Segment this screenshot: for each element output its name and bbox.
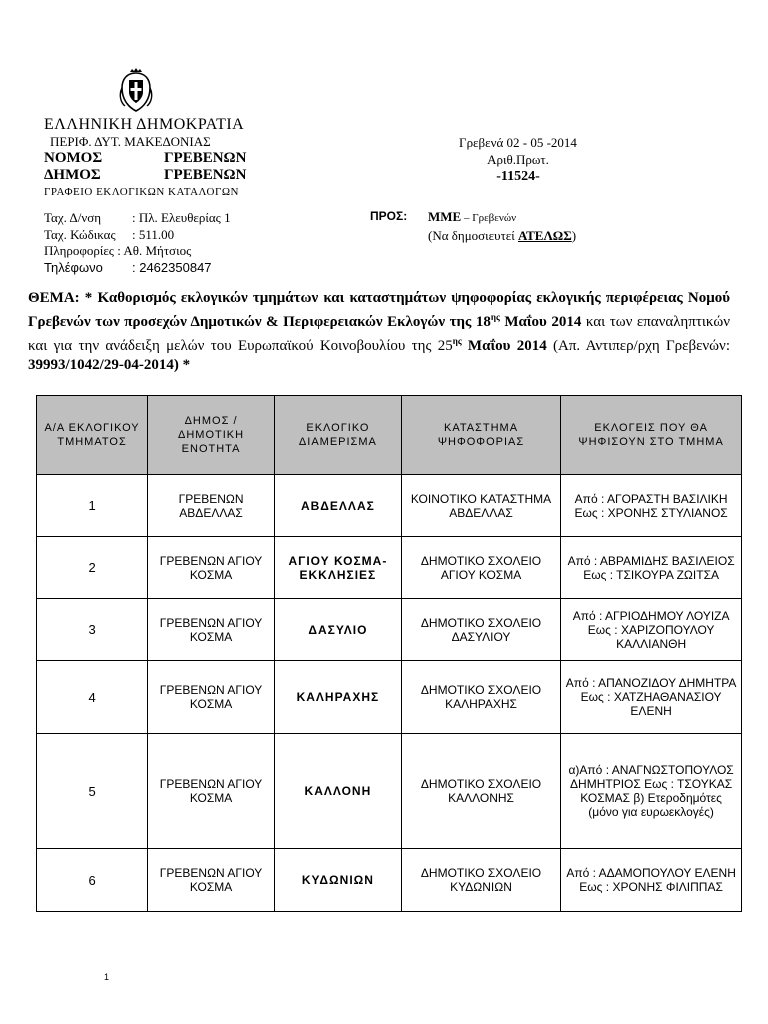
cell-section-number: 5: [37, 734, 148, 849]
protocol-number: -11524-: [496, 169, 540, 184]
subject-date-1: Μαΐου 2014: [499, 314, 582, 330]
street-label: Ταχ. Δ/νση: [44, 210, 102, 225]
cell-ward: ΔΑΣΥΛΙΟ: [274, 599, 401, 661]
polling-stations-table: [36, 395, 742, 912]
region-name: ΠΕΡΙΦ. ΔΥΤ. ΜΑΚΕΔΟΝΙΑΣ: [50, 134, 211, 149]
cell-ward: ΚΥΔΩΝΙΩΝ: [274, 849, 401, 912]
table-row: [37, 661, 742, 734]
document-date: Γρεβενά 02 - 05 -2014: [459, 135, 577, 150]
table-row: [37, 599, 742, 661]
prefecture-label: ΝΟΜΟΣ: [44, 150, 103, 166]
cell-voters: Από : ΑΓΡΙΟΔΗΜΟΥ ΛΟΥΙΖΑ Εως : ΧΑΡΙΖΟΠΟΥΛΟΥ ΚΑΛΛΙΑΝΘΗ: [561, 599, 742, 661]
cell-section-number: 6: [37, 849, 148, 912]
cell-voters: Από : ΑΒΡΑΜΙΔΗΣ ΒΑΣΙΛΕΙΟΣ Εως : ΤΣΙΚΟΥΡΑ ΖΩΙΤΣΑ: [561, 537, 742, 599]
header-ward: ΕΚΛΟΓΙΚΟ ΔΙΑΜΕΡΙΣΜΑ: [274, 396, 401, 475]
recipient-label: ΠΡΟΣ:: [370, 209, 408, 223]
protocol-label: Αριθ.Πρωτ.: [487, 152, 549, 167]
issuer-block: [44, 116, 246, 201]
subject-paragraph: [28, 289, 730, 375]
recipient-name: ΜΜΕ: [428, 209, 462, 224]
prefecture-line: [44, 150, 246, 167]
postal-value: : 511.00: [132, 226, 175, 242]
subject-text-1: ΘΕΜΑ: * Καθορισμός εκλογικών τμημάτων και καταστημάτων ψηφοφορίας εκλογικής περιφέρειας Νομού Γρεβενών των προσεχών Δημοτικών & Περιφερειακών Εκλογών της 18: [28, 290, 730, 330]
cell-municipality: ΓΡΕΒΕΝΩΝ ΑΓΙΟΥ ΚΟΣΜΑ: [148, 661, 275, 734]
publish-note-suffix: ): [571, 228, 577, 243]
cell-section-number: 2: [37, 537, 148, 599]
info-value: : Αθ. Μήτσιος: [117, 243, 192, 258]
cell-municipality: ΓΡΕΒΕΝΩΝ ΑΓΙΟΥ ΚΟΣΜΑ: [148, 537, 275, 599]
header-municipality: ΔΗΜΟΣ / ΔΗΜΟΤΙΚΗ ΕΝΟΤΗΤΑ: [148, 396, 275, 475]
table-row: [37, 734, 742, 849]
subject-sup-1: ης: [490, 312, 500, 322]
country-name: ΕΛΛΗΝΙΚΗ ΔΗΜΟΚΡΑΤΙΑ: [44, 116, 245, 133]
cell-section-number: 1: [37, 475, 148, 537]
table-row: [37, 537, 742, 599]
department-name: ΓΡΑΦΕΙΟ ΕΚΛΟΓΙΚΩΝ ΚΑΤΑΛΟΓΩΝ: [44, 186, 239, 198]
cell-municipality: ΓΡΕΒΕΝΩΝ ΑΓΙΟΥ ΚΟΣΜΑ: [148, 849, 275, 912]
municipality-line: [44, 167, 246, 184]
cell-ward: ΚΑΛΗΡΑΧΗΣ: [274, 661, 401, 734]
cell-polling-station: ΔΗΜΟΤΙΚΟ ΣΧΟΛΕΙΟ ΔΑΣΥΛΙΟΥ: [401, 599, 560, 661]
prefecture-value: ΓΡΕΒΕΝΩΝ: [164, 150, 247, 166]
address-block: [44, 210, 231, 276]
cell-polling-station: ΔΗΜΟΤΙΚΟ ΣΧΟΛΕΙΟ ΚΥΔΩΝΙΩΝ: [401, 849, 560, 912]
publish-note-emphasis: ΑΤΕΛΩΣ: [518, 228, 572, 243]
header-section-number: Α/Α ΕΚΛΟΓΙΚΟΥ ΤΜΗΜΑΤΟΣ: [37, 396, 148, 475]
phone-label: Τηλέφωνο: [44, 259, 103, 275]
info-label: Πληροφορίες: [44, 243, 114, 258]
subject-text-2: και των επαναληπτικών και για την ανάδειξη μελών του Ευρωπαϊκού Κοινοβουλίου της 25: [28, 314, 730, 354]
cell-polling-station: ΔΗΜΟΤΙΚΟ ΣΧΟΛΕΙΟ ΑΓΙΟΥ ΚΟΣΜΑ: [401, 537, 560, 599]
cell-voters: Από : ΑΓΟΡΑΣΤΗ ΒΑΣΙΛΙΚΗ Εως : ΧΡΟΝΗΣ ΣΤΥΛΙΑΝΟΣ: [561, 475, 742, 537]
cell-voters: Από : ΑΠΑΝΟΖΙΔΟΥ ΔΗΜΗΤΡΑ Εως : ΧΑΤΖΗΑΘΑΝΑΣΙΟΥ ΕΛΕΝΗ: [561, 661, 742, 734]
postal-label: Ταχ. Κώδικας: [44, 226, 116, 242]
cell-municipality: ΓΡΕΒΕΝΩΝ ΑΓΙΟΥ ΚΟΣΜΑ: [148, 599, 275, 661]
cell-polling-station: ΔΗΜΟΤΙΚΟ ΣΧΟΛΕΙΟ ΚΑΛΛΟΝΗΣ: [401, 734, 560, 849]
table-row: [37, 849, 742, 912]
table-header-row: [37, 396, 742, 475]
cell-ward: ΑΓΙΟΥ ΚΟΣΜΑ-ΕΚΚΛΗΣΙΕΣ: [274, 537, 401, 599]
municipality-value: ΓΡΕΒΕΝΩΝ: [164, 167, 247, 183]
cell-ward: ΚΑΛΛΟΝΗ: [274, 734, 401, 849]
cell-municipality: ΓΡΕΒΕΝΩΝ ΑΒΔΕΛΛΑΣ: [148, 475, 275, 537]
header-voters: ΕΚΛΟΓΕΙΣ ΠΟΥ ΘΑ ΨΗΦΙΣΟΥΝ ΣΤΟ ΤΜΗΜΑ: [561, 396, 742, 475]
cell-municipality: ΓΡΕΒΕΝΩΝ ΑΓΙΟΥ ΚΟΣΜΑ: [148, 734, 275, 849]
cell-polling-station: ΔΗΜΟΤΙΚΟ ΣΧΟΛΕΙΟ ΚΑΛΗΡΑΧΗΣ: [401, 661, 560, 734]
cell-section-number: 4: [37, 661, 148, 734]
subject-sup-2: ης: [452, 336, 462, 346]
street-value: : Πλ. Ελευθερίας 1: [132, 210, 231, 225]
greek-coat-of-arms-icon: [118, 68, 154, 114]
subject-date-2: Μαΐου 2014: [461, 338, 547, 354]
cell-polling-station: ΚΟΙΝΟΤΙΚΟ ΚΑΤΑΣΤΗΜΑ ΑΒΔΕΛΛΑΣ: [401, 475, 560, 537]
date-block: [448, 134, 588, 185]
subject-ref: 39993/1042/29-04-2014) *: [28, 357, 191, 373]
recipient-suffix: – Γρεβενών: [461, 212, 517, 224]
publish-note-prefix: (Να δημοσιευτεί: [428, 228, 519, 243]
page-number: 1: [104, 972, 110, 982]
cell-ward: ΑΒΔΕΛΛΑΣ: [274, 475, 401, 537]
subject-text-3: (Απ. Αντιπερ/ρχη Γρεβενών:: [546, 338, 730, 354]
table-row: [37, 475, 742, 537]
cell-voters: α)Από : ΑΝΑΓΝΩΣΤΟΠΟΥΛΟΣ ΔΗΜΗΤΡΙΟΣ Εως : ΤΣΟΥΚΑΣ ΚΟΣΜΑΣ β) Ετεροδημότες (μόνο για ευρωεκλογές): [561, 734, 742, 849]
cell-voters: Από : ΑΔΑΜΟΠΟΥΛΟΥ ΕΛΕΝΗ Εως : ΧΡΟΝΗΣ ΦΙΛΙΠΠΑΣ: [561, 849, 742, 912]
recipient-block: [428, 208, 576, 244]
cell-section-number: 3: [37, 599, 148, 661]
phone-value: : 2462350847: [132, 259, 212, 275]
municipality-label: ΔΗΜΟΣ: [44, 167, 101, 183]
header-polling-station: ΚΑΤΑΣΤΗΜΑ ΨΗΦΟΦΟΡΙΑΣ: [401, 396, 560, 475]
